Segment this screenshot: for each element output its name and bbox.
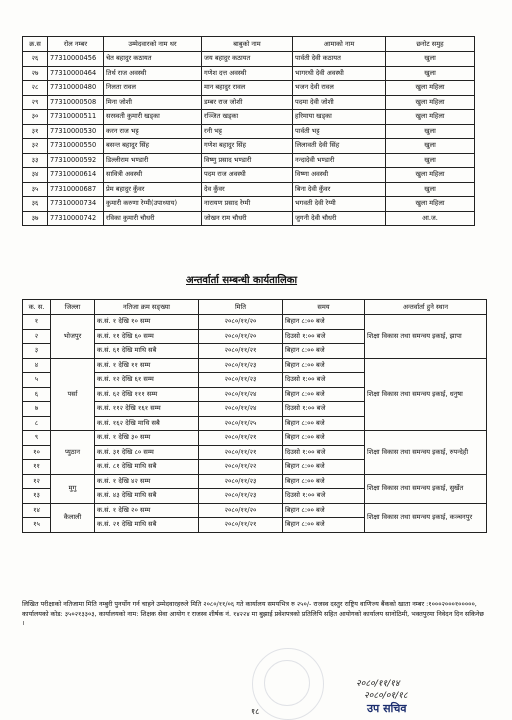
cell-district: प्युठान bbox=[51, 431, 95, 475]
cell-father-name: देव कुँवर bbox=[202, 182, 293, 197]
header-candidate-name: उम्मेदवारको नाम थर bbox=[104, 37, 202, 52]
cell-time: बिहान ८:०० बजे bbox=[283, 518, 365, 533]
handwritten-signature: २०८०/११/१४ bbox=[356, 679, 400, 689]
cell-date: २०८०/११/२३ bbox=[199, 489, 283, 504]
schedule-table-body bbox=[23, 315, 487, 533]
cell-father-name: गणेश बहादुर सिंह bbox=[202, 139, 293, 154]
cell-sn: ३३ bbox=[23, 153, 48, 168]
cell-date: २०८०/११/२१ bbox=[199, 431, 283, 446]
cell-date: २०८०/११/२४ bbox=[199, 402, 283, 417]
cell-sn: ५ bbox=[23, 373, 51, 388]
cell-candidate-name: प्रेम बहादुर कुँवर bbox=[104, 182, 202, 197]
cell-roll-number: 77310000687 bbox=[48, 182, 104, 197]
cell-roll-number: 77310000734 bbox=[48, 197, 104, 212]
cell-time: दिउसो १:०० बजे bbox=[283, 445, 365, 460]
cell-selection-group: खुला bbox=[386, 124, 475, 139]
cell-candidate-name: कुमारी करुणा रेग्मी(उपाध्याय) bbox=[104, 197, 202, 212]
cell-mother-name: हरिमाया खड्का bbox=[293, 110, 386, 125]
table-row bbox=[23, 358, 487, 373]
cell-result-range: क.सं. १६२ देखि माथि सबै bbox=[95, 416, 199, 431]
cell-venue: शिक्षा विकास तथा समन्वय इकाई, धनुषा bbox=[365, 358, 487, 431]
cell-sn: ९ bbox=[23, 431, 51, 446]
cell-date: २०८०/११/२२ bbox=[199, 460, 283, 475]
cell-district: भोजपुर bbox=[51, 315, 95, 359]
cell-result-range: क.सं. ११२ देखि १६१ सम्म bbox=[95, 402, 199, 417]
cell-candidate-name: तिर्थ राज अवस्थी bbox=[104, 66, 202, 81]
cell-selection-group: खुला bbox=[386, 182, 475, 197]
table-row bbox=[23, 81, 475, 96]
cell-date: २०८०/११/२३ bbox=[199, 358, 283, 373]
cell-roll-number: 77310000742 bbox=[48, 211, 104, 226]
cell-district: पर्सा bbox=[51, 358, 95, 431]
cell-sn: १० bbox=[23, 445, 51, 460]
cell-date: २०८०/११/२० bbox=[199, 315, 283, 330]
cell-candidate-name: निलता रावल bbox=[104, 81, 202, 96]
cell-candidate-name: करन राज भट्ट bbox=[104, 124, 202, 139]
cell-roll-number: 77310000592 bbox=[48, 153, 104, 168]
cell-father-name: पदम राज अवस्थी bbox=[202, 168, 293, 183]
cell-time: बिहान ८:०० बजे bbox=[283, 503, 365, 518]
cell-sn: २६ bbox=[23, 52, 48, 67]
header-selection-group: छनोट समुह bbox=[386, 37, 475, 52]
cell-sn: ३२ bbox=[23, 139, 48, 154]
header-district: जिल्ला bbox=[51, 300, 95, 315]
cell-result-range: क.सं. ४३ देखि माथि सबै bbox=[95, 489, 199, 504]
header-result-range: नतिजा क्रम सङ्ख्या bbox=[95, 300, 199, 315]
cell-sn: ४ bbox=[23, 358, 51, 373]
cell-time: बिहान ८:०० बजे bbox=[283, 431, 365, 446]
cell-selection-group: खुला bbox=[386, 52, 475, 67]
cell-time: बिहान ८:०० बजे bbox=[283, 358, 365, 373]
review-application-note: लिखित परीक्षाको नतिजामा मिति नम्बुरी पुनर्योग गर्न चाहने उम्मेदवारहरुले मिति २०८०/११/०६ गते कार्यालय समयभित्र रु २५०/- राजस्व दस्तुर राष्ट्रिय वाणिज्य बैंकको खाता नम्बर :१०००२०००१०००००, कार्यालयको कोड: ३५०२१३३०३, कार्यालयको नाम: शिक्षक सेवा आयोग र राजस्व शीर्षक नं. १४२२४ मा बुझाई प्रवेशपत्रको प्रतिलिपि सहित आयोगको कार्यालय सानोठिमी, भक्तपुरमा निवेदन दिन सकिनेछ । bbox=[22, 600, 484, 627]
cell-sn: ३७ bbox=[23, 211, 48, 226]
cell-date: २०८०/११/२४ bbox=[199, 387, 283, 402]
signature-date: २०८०/०१/१८ bbox=[364, 691, 408, 701]
cell-mother-name: नन्दादेवी भण्डारी bbox=[293, 153, 386, 168]
header-father-name: बाबुको नाम bbox=[202, 37, 293, 52]
cell-venue: शिक्षा विकास तथा समन्वय इकाई, कञ्चनपुर bbox=[365, 503, 487, 532]
cell-time: दिउसो १:०० बजे bbox=[283, 402, 365, 417]
table-row bbox=[23, 431, 487, 446]
cell-sn: ३ bbox=[23, 344, 51, 359]
signatory-title: उप सचिव bbox=[367, 702, 407, 715]
cell-result-range: क.सं. २१ देखि माथि सबै bbox=[95, 518, 199, 533]
cell-roll-number: 77310000456 bbox=[48, 52, 104, 67]
cell-mother-name: पार्वती देवी कठायत bbox=[293, 52, 386, 67]
candidate-table-body bbox=[23, 52, 475, 226]
table-row bbox=[23, 110, 475, 125]
candidate-result-table bbox=[22, 36, 475, 226]
cell-result-range: क.सं. १ देखि ११ सम्म bbox=[95, 358, 199, 373]
table-row bbox=[23, 124, 475, 139]
cell-mother-name: विष्णा अवस्थी bbox=[293, 168, 386, 183]
cell-sn: ३१ bbox=[23, 124, 48, 139]
cell-sn: २९ bbox=[23, 95, 48, 110]
interview-schedule-table bbox=[22, 299, 487, 533]
cell-venue: शिक्षा विकास तथा समन्वय इकाई, रुपन्देही bbox=[365, 431, 487, 475]
cell-result-range: क.सं. १२ देखि ६१ सम्म bbox=[95, 373, 199, 388]
cell-candidate-name: मिना जोशी bbox=[104, 95, 202, 110]
table-header-row bbox=[23, 37, 475, 52]
cell-sn: ३६ bbox=[23, 197, 48, 212]
cell-mother-name: पदमा देवी जोशी bbox=[293, 95, 386, 110]
cell-mother-name: पार्वती भट्ट bbox=[293, 124, 386, 139]
header-time: समय bbox=[283, 300, 365, 315]
cell-selection-group: खुला महिला bbox=[386, 168, 475, 183]
cell-candidate-name: डिल्लीराम भण्डारी bbox=[104, 153, 202, 168]
header-mother-name: आमाको नाम bbox=[293, 37, 386, 52]
cell-selection-group: खुला महिला bbox=[386, 197, 475, 212]
cell-father-name: जय बहादुर कठायत bbox=[202, 52, 293, 67]
table-header-row bbox=[23, 300, 487, 315]
header-sn: क. स. bbox=[23, 300, 51, 315]
cell-date: २०८०/११/२३ bbox=[199, 474, 283, 489]
cell-sn: १५ bbox=[23, 518, 51, 533]
cell-selection-group: खुला महिला bbox=[386, 81, 475, 96]
cell-time: दिउसो १:०० बजे bbox=[283, 329, 365, 344]
table-row bbox=[23, 315, 487, 330]
cell-candidate-name: सावित्री अवस्थी bbox=[104, 168, 202, 183]
cell-date: २०८०/११/२१ bbox=[199, 445, 283, 460]
cell-result-range: क.सं. १ देखि १० सम्म bbox=[95, 315, 199, 330]
cell-father-name: गणेश दत्त अवस्थी bbox=[202, 66, 293, 81]
table-row bbox=[23, 503, 487, 518]
cell-father-name: मान बहादुर रावल bbox=[202, 81, 293, 96]
cell-result-range: क.सं. ८१ देखि माथि सबै bbox=[95, 460, 199, 475]
cell-roll-number: 77310000550 bbox=[48, 139, 104, 154]
cell-time: बिहान ८:०० बजे bbox=[283, 344, 365, 359]
cell-result-range: क.सं. ६२ देखि १११ सम्म bbox=[95, 387, 199, 402]
cell-time: बिहान ८:०० बजे bbox=[283, 460, 365, 475]
cell-sn: १४ bbox=[23, 503, 51, 518]
table-row bbox=[23, 168, 475, 183]
header-date: मिति bbox=[199, 300, 283, 315]
cell-sn: १ bbox=[23, 315, 51, 330]
cell-date: २०८०/११/२३ bbox=[199, 373, 283, 388]
table-row bbox=[23, 139, 475, 154]
cell-date: २०८०/११/२५ bbox=[199, 416, 283, 431]
cell-mother-name: भागरथी देवी अवस्थी bbox=[293, 66, 386, 81]
cell-selection-group: खुला bbox=[386, 153, 475, 168]
cell-venue: शिक्षा विकास तथा समन्वय इकाई, झापा bbox=[365, 315, 487, 359]
cell-father-name: रञ्जित खड्का bbox=[202, 110, 293, 125]
cell-father-name: जोखन राम चौधरी bbox=[202, 211, 293, 226]
table-row bbox=[23, 474, 487, 489]
cell-time: बिहान ८:०० बजे bbox=[283, 474, 365, 489]
cell-roll-number: 77310000480 bbox=[48, 81, 104, 96]
cell-selection-group: खुला bbox=[386, 139, 475, 154]
cell-result-range: क.सं. ११ देखि ६० सम्म bbox=[95, 329, 199, 344]
cell-father-name: नारायण प्रसाद रेग्मी bbox=[202, 197, 293, 212]
cell-result-range: क.सं. ६१ देखि माथि सबै bbox=[95, 344, 199, 359]
cell-sn: १२ bbox=[23, 474, 51, 489]
header-venue: अन्तर्वार्ता हुने स्थान bbox=[365, 300, 487, 315]
cell-sn: ८ bbox=[23, 416, 51, 431]
table-row bbox=[23, 182, 475, 197]
cell-candidate-name: रविका कुमारी चौधरी bbox=[104, 211, 202, 226]
cell-result-range: क.सं. १ देखि ४२ सम्म bbox=[95, 474, 199, 489]
cell-roll-number: 77310000511 bbox=[48, 110, 104, 125]
cell-selection-group: आ.ज. bbox=[386, 211, 475, 226]
cell-time: दिउसो १:०० बजे bbox=[283, 373, 365, 388]
cell-candidate-name: बसन्त बहादुर सिंह bbox=[104, 139, 202, 154]
cell-father-name: रनी भट्ट bbox=[202, 124, 293, 139]
cell-sn: ६ bbox=[23, 387, 51, 402]
cell-date: २०८०/११/२० bbox=[199, 503, 283, 518]
cell-sn: २७ bbox=[23, 66, 48, 81]
cell-date: २०८०/११/२० bbox=[199, 329, 283, 344]
table-row bbox=[23, 153, 475, 168]
header-roll-number: रोल नम्बर bbox=[48, 37, 104, 52]
cell-sn: ७ bbox=[23, 402, 51, 417]
cell-mother-name: भजन देवी रावल bbox=[293, 81, 386, 96]
cell-mother-name: बिना देवी कुँवर bbox=[293, 182, 386, 197]
cell-time: दिउसो १:०० बजे bbox=[283, 489, 365, 504]
cell-district: मुगु bbox=[51, 474, 95, 503]
cell-roll-number: 77310000508 bbox=[48, 95, 104, 110]
cell-date: २०८०/११/२१ bbox=[199, 344, 283, 359]
cell-sn: २८ bbox=[23, 81, 48, 96]
office-stamp bbox=[252, 648, 324, 720]
cell-district: कैलाली bbox=[51, 503, 95, 532]
cell-selection-group: खुला bbox=[386, 66, 475, 81]
interview-schedule-title: अन्तर्वार्ता सम्बन्धी कार्यतालिका bbox=[186, 275, 298, 286]
cell-mother-name: जुगनी देवी चौधरी bbox=[293, 211, 386, 226]
cell-father-name: डम्बर राज जोशी bbox=[202, 95, 293, 110]
cell-mother-name: लिलावती देवी सिंह bbox=[293, 139, 386, 154]
cell-result-range: क.सं. ३१ देखि ८० सम्म bbox=[95, 445, 199, 460]
table-row bbox=[23, 95, 475, 110]
cell-candidate-name: चेत बहादुर कठायत bbox=[104, 52, 202, 67]
cell-father-name: विष्णु प्रसाद भण्डारी bbox=[202, 153, 293, 168]
table-row bbox=[23, 52, 475, 67]
cell-date: २०८०/११/२१ bbox=[199, 518, 283, 533]
cell-candidate-name: सरस्वती कुमारी खड्का bbox=[104, 110, 202, 125]
cell-time: बिहान ८:०० बजे bbox=[283, 315, 365, 330]
cell-sn: ११ bbox=[23, 460, 51, 475]
table-row bbox=[23, 66, 475, 81]
table-row bbox=[23, 197, 475, 212]
cell-sn: ३० bbox=[23, 110, 48, 125]
cell-result-range: क.सं. १ देखि २० सम्म bbox=[95, 503, 199, 518]
cell-selection-group: खुला महिला bbox=[386, 95, 475, 110]
cell-selection-group: खुला महिला bbox=[386, 110, 475, 125]
cell-sn: ३४ bbox=[23, 168, 48, 183]
cell-roll-number: 77310000464 bbox=[48, 66, 104, 81]
cell-roll-number: 77310000530 bbox=[48, 124, 104, 139]
cell-result-range: क.सं. १ देखि ३० सम्म bbox=[95, 431, 199, 446]
table-row bbox=[23, 211, 475, 226]
cell-time: बिहान ८:०० बजे bbox=[283, 387, 365, 402]
cell-time: बिहान ८:०० बजे bbox=[283, 416, 365, 431]
cell-sn: ३५ bbox=[23, 182, 48, 197]
header-sn: क्र.स bbox=[23, 37, 48, 52]
cell-mother-name: भगवती देवी रेग्मी bbox=[293, 197, 386, 212]
cell-sn: १३ bbox=[23, 489, 51, 504]
page-number: १८ bbox=[251, 707, 260, 716]
cell-sn: २ bbox=[23, 329, 51, 344]
cell-roll-number: 77310000614 bbox=[48, 168, 104, 183]
cell-venue: शिक्षा विकास तथा समन्वय इकाई, सुर्खेत bbox=[365, 474, 487, 503]
